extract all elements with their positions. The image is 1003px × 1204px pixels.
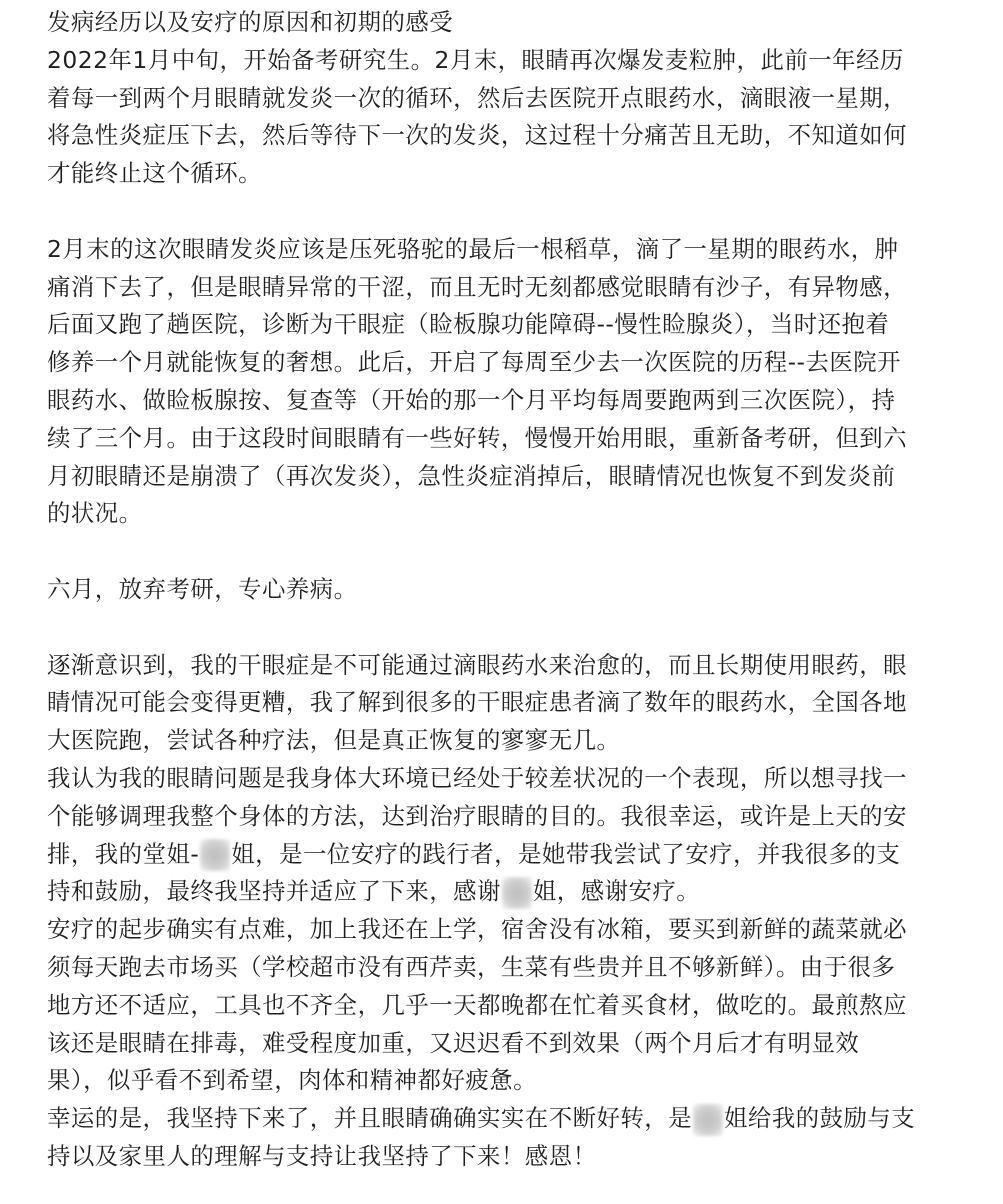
text-line: 个能够调理我整个身体的方法，达到治疗眼睛的目的。我很幸运，或许是上天的安 [47, 801, 908, 830]
paragraph-gap [47, 193, 977, 231]
paragraph-2 [47, 231, 977, 533]
text-line: 持以及家里人的理解与支持让我坚持了下来！感恩！ [47, 1141, 597, 1170]
text-line [47, 836, 977, 874]
doc-title: 发病经历以及安疗的原因和初期的感受 [47, 8, 454, 36]
redacted-name-blur [693, 1104, 723, 1136]
text-line: 逐渐意识到，我的干眼症是不可能通过滴眼药水来治愈的，而且长期使用眼药，眼 [47, 650, 908, 679]
text-line: 将急性炎症压下去，然后等待下一次的发炎，这过程十分痛苦且无助，不知道如何 [47, 121, 908, 150]
text-line: 须每天跑去市场买（学校超市没有西芹卖，生菜有些贵并且不够新鲜）。由于很多 [47, 952, 896, 981]
text-segment: 持和鼓励，最终我坚持并适应了下来，感谢 [47, 877, 501, 906]
text-line: 我认为我的眼睛问题是我身体大环境已经处于较差状况的一个表现，所以想寻找一 [47, 763, 908, 792]
paragraph-4 [47, 647, 977, 1101]
paragraph-5 [47, 1100, 977, 1176]
text-line: 该还是眼睛在排毒，难受程度加重，又迟迟看不到效果（两个月后才有明显效 [47, 1028, 860, 1057]
text-line: 修养一个月就能恢复的奢想。此后，开启了每周至少去一次医院的历程--去医院开 [47, 348, 902, 377]
text-segment: 姐给我的鼓励与支 [724, 1104, 916, 1133]
paragraph-gap [47, 533, 977, 571]
text-line: 睛情况可能会变得更糟，我了解到很多的干眼症患者滴了数年的眼药水，全国各地 [47, 688, 908, 717]
text-line: 才能终止这个循环。 [47, 159, 263, 188]
text-segment: 姐，是一位安疗的践行者，是她带我尝试了安疗，并我很多的支 [231, 839, 901, 868]
text-line: 大医院跑，尝试各种疗法，但是真正恢复的寥寥无几。 [47, 726, 621, 755]
redacted-name-blur [200, 839, 230, 871]
paragraph-1 [47, 42, 977, 193]
text-line: 2022年1月中旬，开始备考研究生。2月末，眼睛再次爆发麦粒肿，此前一年经历 [47, 45, 904, 74]
text-line: 续了三个月。由于这段时间眼睛有一些好转，慢慢开始用眼，重新备考研，但到六 [47, 423, 908, 452]
text-segment: 排，我的堂姐- [47, 839, 200, 868]
paragraph-gap [47, 609, 977, 647]
redacted-name-blur [502, 877, 532, 909]
text-line: 痛消下去了，但是眼睛异常的干涩，而且无时无刻都感觉眼睛有沙子，有异物感， [47, 272, 908, 301]
text-line: 后面又跑了趟医院，诊断为干眼症（睑板腺功能障碍--慢性睑腺炎），当时还抱着 [47, 310, 890, 339]
text-segment: 幸运的是，我坚持下来了，并且眼睛确确实实在不断好转，是 [47, 1104, 693, 1133]
text-line: 安疗的起步确实有点难，加上我还在上学，宿舍没有冰箱，要买到新鲜的蔬菜就必 [47, 915, 908, 944]
text-line: 着每一到两个月眼睛就发炎一次的循环，然后去医院开点眼药水，滴眼液一星期， [47, 83, 908, 112]
text-line: 的状况。 [47, 499, 143, 528]
text-line: 六月，放弃考研，专心养病。 [47, 574, 358, 603]
text-line [47, 1100, 977, 1138]
text-line: 2月末的这次眼睛发炎应该是压死骆驼的最后一根稻草，滴了一星期的眼药水，肿 [47, 234, 899, 263]
text-line: 眼药水、做睑板腺按、复查等（开始的那一个月平均每周要跑两到三次医院），持 [47, 385, 896, 414]
text-line: 地方还不适应，工具也不齐全，几乎一天都晚都在忙着买食材，做吃的。最煎熬应 [47, 990, 908, 1019]
text-segment: 姐，感谢安疗。 [532, 877, 701, 906]
text-line: 月初眼睛还是崩溃了（再次发炎），急性炎症消掉后，眼睛情况也恢复不到发炎前 [47, 461, 896, 490]
paragraph-3 [47, 571, 977, 609]
text-line: 果），似乎看不到希望，肉体和精神都好疲惫。 [47, 1066, 538, 1095]
document-body [47, 4, 977, 1176]
text-line [47, 873, 977, 911]
